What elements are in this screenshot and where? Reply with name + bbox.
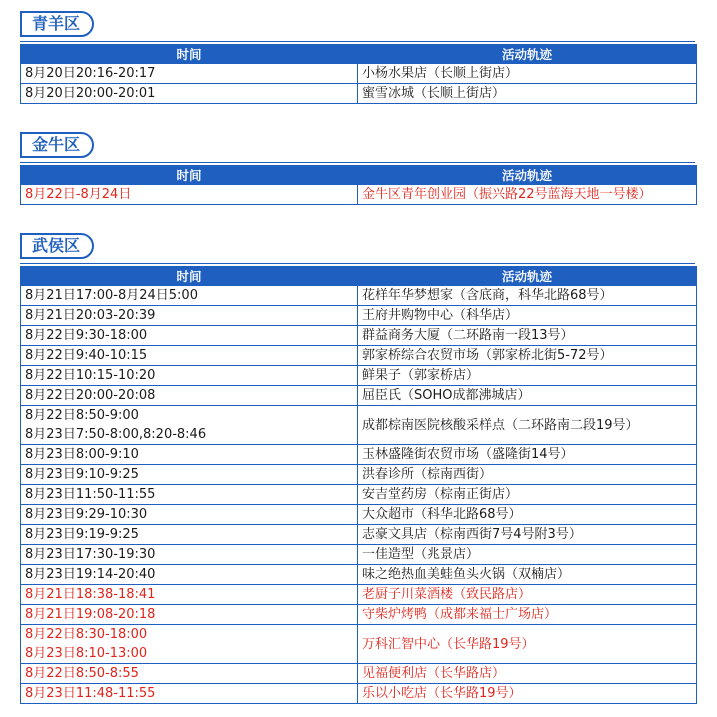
column-header-time: 时间 [21, 166, 358, 185]
place-cell: 群益商务大厦（二环路南一段13号） [358, 326, 697, 346]
time-cell: 8月22日20:00-20:08 [21, 386, 358, 406]
table-row [21, 326, 697, 346]
time-cell: 8月23日9:29-10:30 [21, 505, 358, 525]
place-cell: 鲜果子（郭家桥店） [358, 366, 697, 386]
table-row [21, 525, 697, 545]
time-line: 8月22日8:50-9:00 [25, 408, 139, 423]
place-cell: 王府井购物中心（科华店） [358, 306, 697, 326]
table-row [21, 505, 697, 525]
district-title: 武侯区 [20, 233, 94, 259]
table-row [21, 465, 697, 485]
place-cell: 金牛区青年创业园（振兴路22号蓝海天地一号楼） [358, 185, 697, 205]
table-row [21, 386, 697, 406]
time-line: 8月23日8:10-13:00 [25, 646, 148, 661]
time-cell: 8月23日19:14-20:40 [21, 565, 358, 585]
place-cell: 大众超市（科华北路68号） [358, 505, 697, 525]
table-row [21, 625, 697, 664]
place-cell: 守柴炉烤鸭（成都来福士广场店） [358, 605, 697, 625]
time-cell: 8月23日8:00-9:10 [21, 445, 358, 465]
place-cell: 成都棕南医院核酸采样点（二环路南二段19号） [358, 406, 697, 445]
table-row [21, 84, 697, 104]
time-cell: 8月23日17:30-19:30 [21, 545, 358, 565]
place-cell: 洪春诊所（棕南西街） [358, 465, 697, 485]
table-row [21, 346, 697, 366]
divider [20, 162, 695, 163]
time-cell: 8月23日9:19-9:25 [21, 525, 358, 545]
time-cell: 8月21日20:03-20:39 [21, 306, 358, 326]
table-row [21, 306, 697, 326]
activity-table [20, 266, 697, 704]
place-cell: 花样年华梦想家（含底商，科华北路68号） [358, 286, 697, 306]
table-row [21, 64, 697, 84]
time-cell [21, 406, 358, 445]
table-row [21, 485, 697, 505]
column-header-time: 时间 [21, 45, 358, 64]
time-cell: 8月22日-8月24日 [21, 185, 358, 205]
time-line: 8月23日7:50-8:00,8:20-8:46 [25, 427, 207, 442]
place-cell: 蜜雪冰城（长顺上街店） [358, 84, 697, 104]
time-cell: 8月22日9:30-18:00 [21, 326, 358, 346]
time-cell: 8月21日19:08-20:18 [21, 605, 358, 625]
table-row [21, 445, 697, 465]
time-cell: 8月23日11:48-11:55 [21, 684, 358, 704]
column-header-time: 时间 [21, 267, 358, 286]
table-row [21, 605, 697, 625]
place-cell: 一佳造型（兆景店） [358, 545, 697, 565]
place-cell: 万科汇智中心（长华路19号） [358, 625, 697, 664]
time-cell: 8月20日20:16-20:17 [21, 64, 358, 84]
activity-table [20, 165, 697, 205]
place-cell: 老厨子川菜酒楼（致民路店） [358, 585, 697, 605]
time-cell: 8月23日9:10-9:25 [21, 465, 358, 485]
time-cell: 8月21日18:38-18:41 [21, 585, 358, 605]
table-row [21, 684, 697, 704]
time-cell [21, 625, 358, 664]
district-title: 金牛区 [20, 132, 94, 158]
table-row [21, 545, 697, 565]
table-row [21, 185, 697, 205]
time-cell: 8月22日9:40-10:15 [21, 346, 358, 366]
activity-table [20, 44, 697, 104]
divider [20, 41, 695, 42]
table-row [21, 286, 697, 306]
table-row [21, 565, 697, 585]
table-row [21, 366, 697, 386]
table-row [21, 664, 697, 684]
district-title: 青羊区 [20, 11, 94, 37]
place-cell: 郭家桥综合农贸市场（郭家桥北街5-72号） [358, 346, 697, 366]
time-cell: 8月22日10:15-10:20 [21, 366, 358, 386]
place-cell: 小杨水果店（长顺上街店） [358, 64, 697, 84]
place-cell: 屈臣氏（SOHO成都沸城店） [358, 386, 697, 406]
place-cell: 见福便利店（长华路店） [358, 664, 697, 684]
time-cell: 8月22日8:50-8:55 [21, 664, 358, 684]
time-cell: 8月20日20:00-20:01 [21, 84, 358, 104]
place-cell: 志豪文具店（棕南西街7号4号附3号） [358, 525, 697, 545]
column-header-trajectory: 活动轨迹 [358, 267, 697, 286]
place-cell: 安吉堂药房（棕南正街店） [358, 485, 697, 505]
column-header-trajectory: 活动轨迹 [358, 166, 697, 185]
place-cell: 味之绝热血美蛙鱼头火锅（双楠店） [358, 565, 697, 585]
divider [20, 263, 695, 264]
column-header-trajectory: 活动轨迹 [358, 45, 697, 64]
time-cell: 8月21日17:00-8月24日5:00 [21, 286, 358, 306]
time-line: 8月22日8:30-18:00 [25, 627, 148, 642]
place-cell: 乐以小吃店（长华路19号） [358, 684, 697, 704]
table-row [21, 406, 697, 445]
table-row [21, 585, 697, 605]
time-cell: 8月23日11:50-11:55 [21, 485, 358, 505]
place-cell: 玉林盛隆街农贸市场（盛隆街14号） [358, 445, 697, 465]
